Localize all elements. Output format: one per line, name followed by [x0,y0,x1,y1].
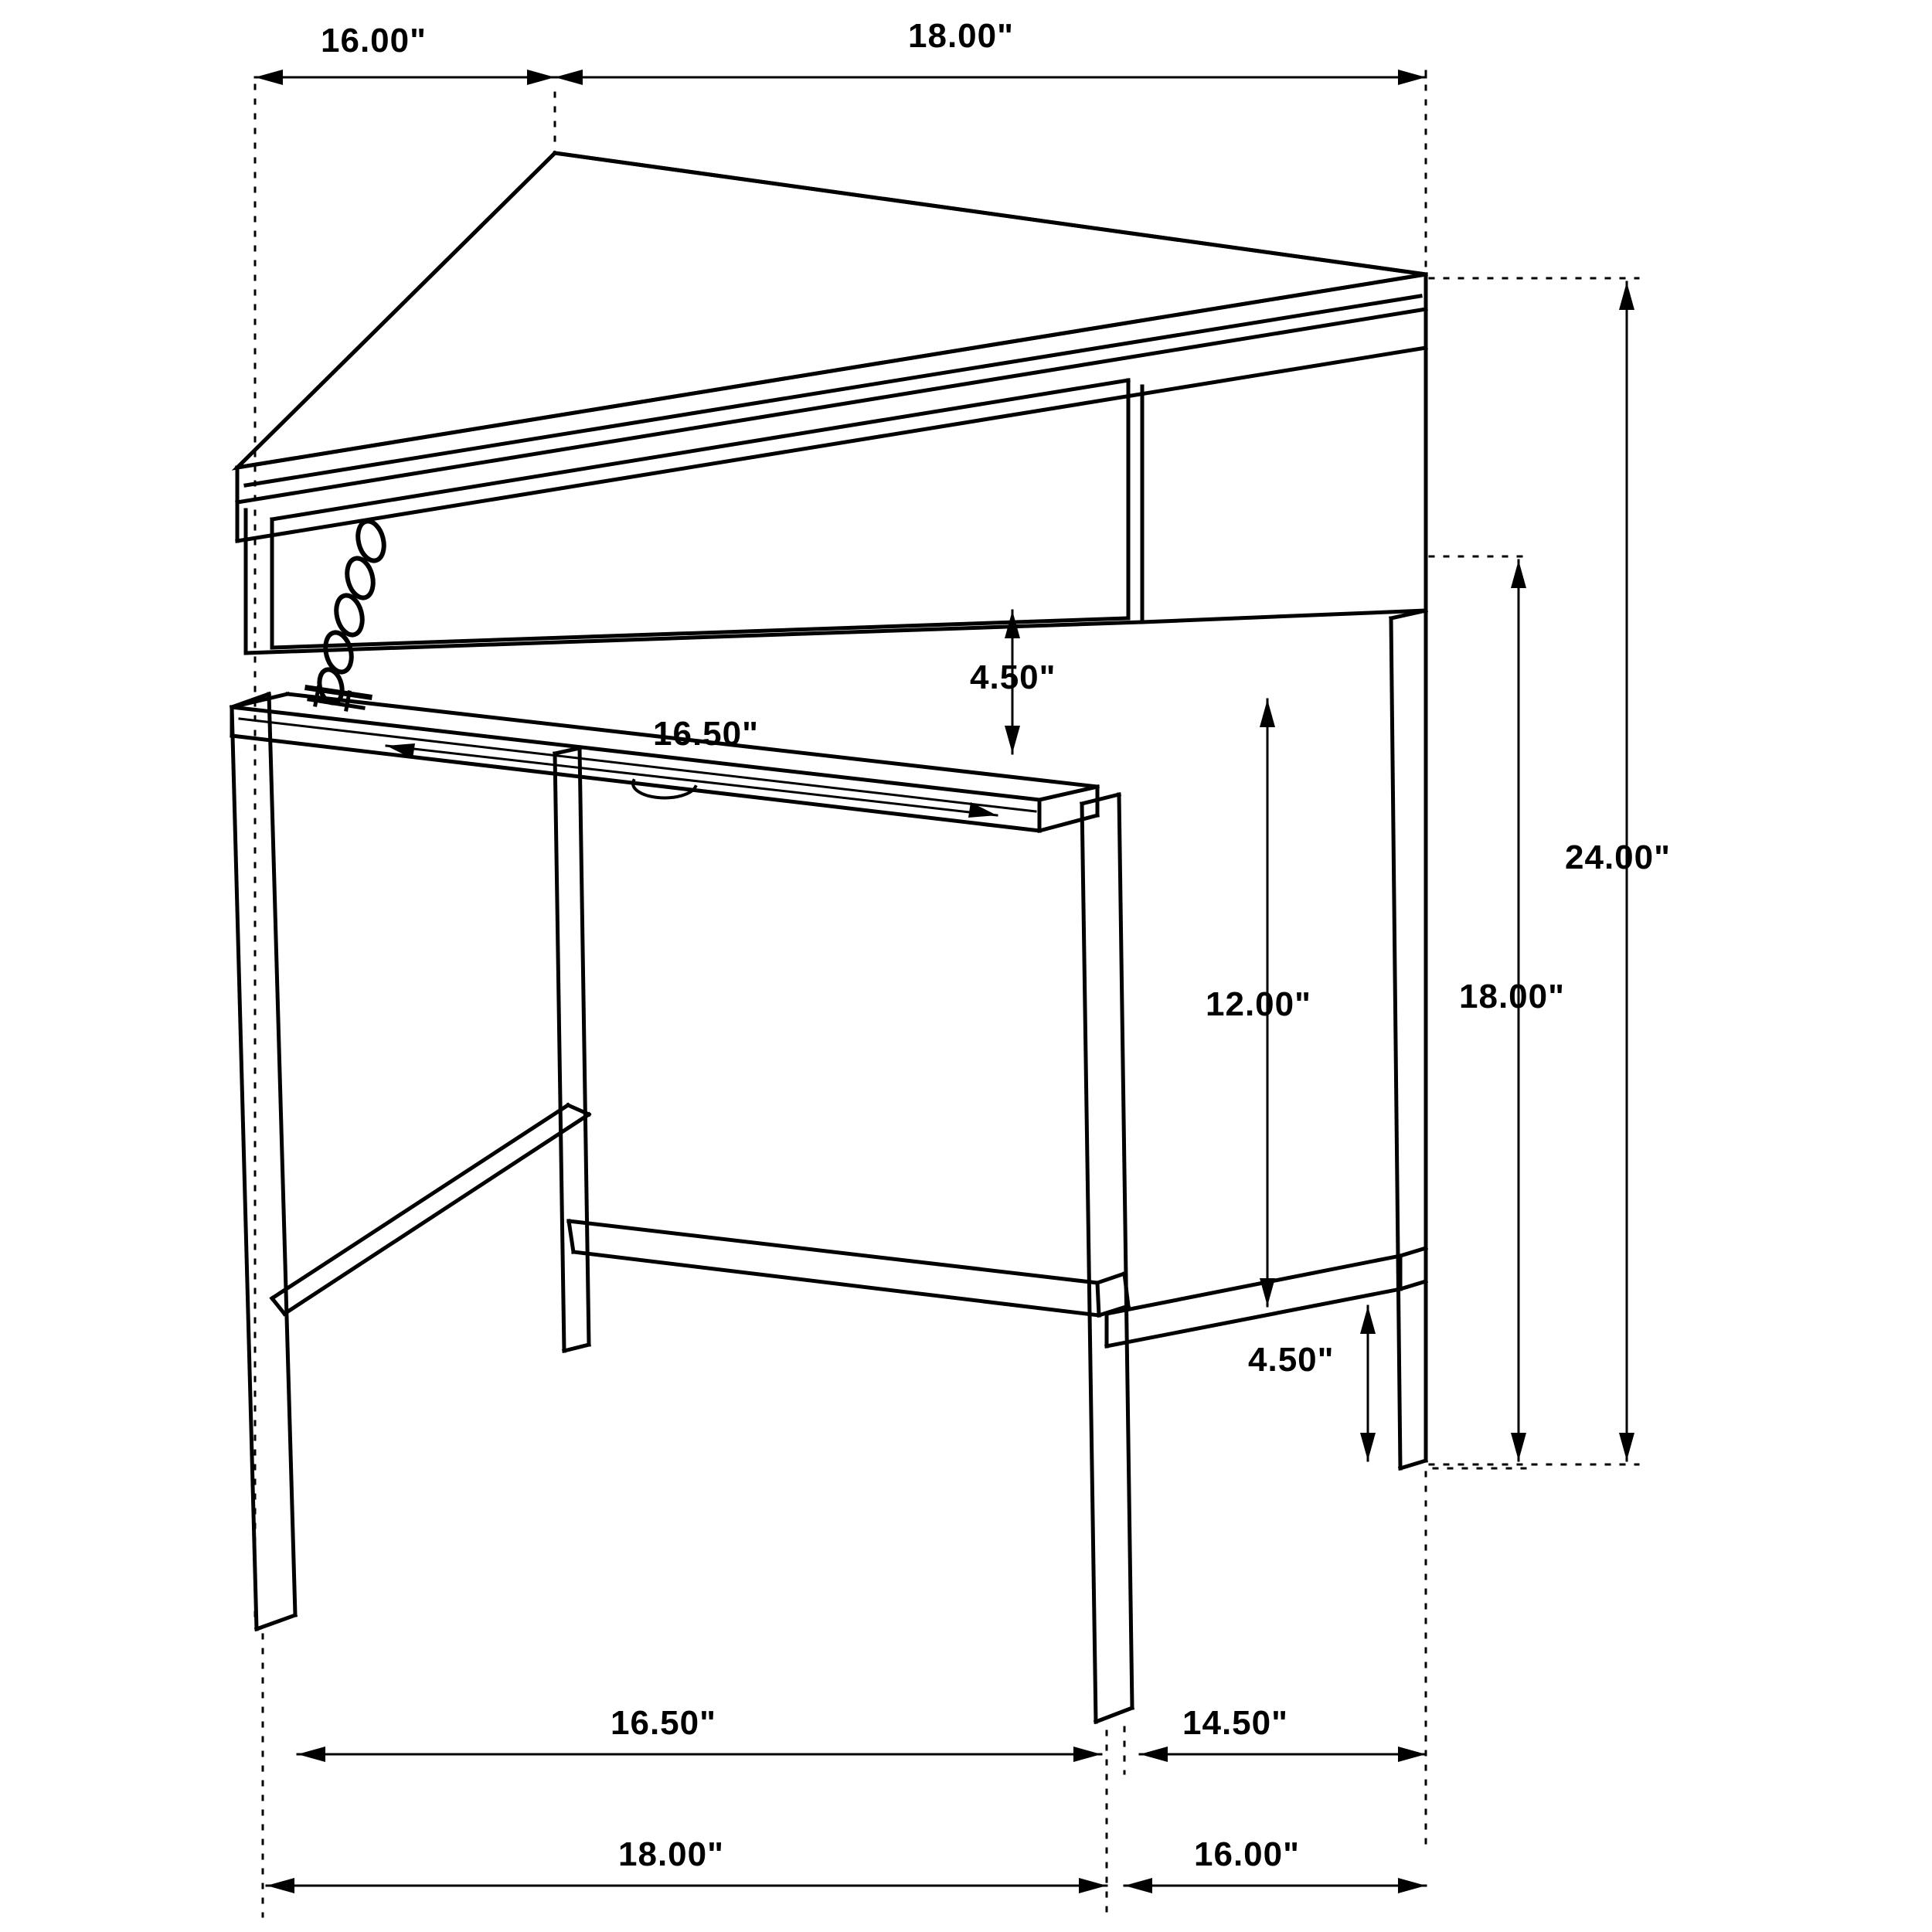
dim-label-shelf-width: 16.50" [653,715,759,753]
dim-label-bottom-side-depth: 14.50" [1182,1704,1288,1742]
dim-label-top-left-depth: 16.00" [321,22,427,60]
dim-label-opening-height: 4.50" [970,658,1056,696]
dim-label-overall-depth: 16.00" [1194,1835,1300,1873]
dim-label-lower-clearance: 12.00" [1206,985,1311,1023]
dim-label-overall-width: 18.00" [618,1835,724,1873]
dim-label-stretcher-height: 4.50" [1248,1341,1335,1379]
dim-label-overall-height: 24.00" [1565,838,1671,876]
dim-label-upper-height: 18.00" [1459,978,1565,1015]
dim-label-top-right-width: 18.00" [908,17,1014,55]
dim-label-bottom-front-width: 16.50" [611,1704,716,1742]
